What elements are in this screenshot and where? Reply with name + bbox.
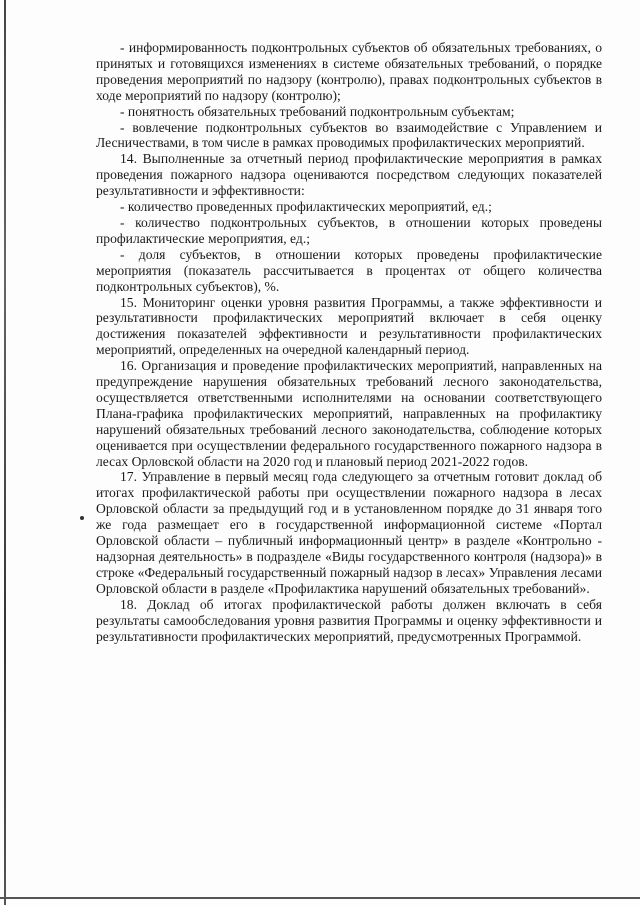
paragraph-involvement: - вовлечение подконтрольных субъектов во взаимодействие с Управлением и Лесничествами, в том числе в рамках проводимых профилактических мероприятий. (96, 119, 602, 151)
scan-left-edge (4, 0, 6, 905)
paragraph-17: 17. Управление в первый месяц года следующего за отчетным готовит доклад об итогах профилактической работы при осуществлении пожарного надзора в лесах Орловской области за предыдущий год и в установленном порядке до 31 января того же года размещает его в государственной информационной системе «Портал Орловской области – публичный информационный центр» в разделе «Контрольно - надзорная деятельность» в подразделе «Виды государственного контроля (надзора)» в строке «Федеральный государственный пожарный надзор в лесах» Управления лесами Орловской области в разделе «Профилактика нарушений обязательных требований». (96, 469, 602, 596)
paragraph-indicator-subjects: - количество подконтрольных субъектов, в отношении которых проведены профилактические мероприятия, ед.; (96, 214, 602, 246)
document-body (96, 40, 602, 644)
paragraph-16: 16. Организация и проведение профилактических мероприятий, направленных на предупреждение нарушения обязательных требований лесного законодательства, осуществляется ответственными исполнителями на основании соответствующего Плана-графика профилактических мероприятий, направленных на профилактику нарушений обязательных требований лесного законодательства, соблюдение которых оценивается при осуществлении федерального государственного пожарного надзора в лесах Орловской области на 2020 год и плановый период 2021-2022 годов. (96, 358, 602, 469)
paragraph-15: 15. Мониторинг оценки уровня развития Программы, а также эффективности и результативности профилактических мероприятий включает в себя оценку достижения показателей эффективности и результативности профилактических мероприятий, определенных на очередной календарный период. (96, 294, 602, 358)
paragraph-18: 18. Доклад об итогах профилактической работы должен включать в себя результаты самообследования уровня развития Программы и оценку эффективности и результативности профилактических мероприятий, предусмотренных Программой. (96, 596, 602, 644)
paragraph-14: 14. Выполненные за отчетный период профилактические мероприятия в рамках проведения пожарного надзора оцениваются посредством следующих показателей результативности и эффективности: (96, 151, 602, 199)
paragraph-indicator-count: - количество проведенных профилактических мероприятий, ед.; (120, 199, 492, 215)
paragraph-indicator-share: - доля субъектов, в отношении которых проведены профилактические мероприятия (показатель рассчитывается в процентах от общего количества подконтрольных субъектов), %. (96, 246, 602, 294)
paragraph-awareness: - информированность подконтрольных субъектов об обязательных требованиях, о принятых и готовящихся изменениях в системе обязательных требований, о порядке проведения мероприятий по надзору (контролю), правах подконтрольных субъектов в ходе мероприятий по надзору (контролю); (96, 40, 602, 103)
scan-bottom-edge (0, 897, 640, 899)
scan-speck (80, 516, 84, 520)
paragraph-clarity: - понятность обязательных требований подконтрольным субъектам; (120, 103, 515, 119)
